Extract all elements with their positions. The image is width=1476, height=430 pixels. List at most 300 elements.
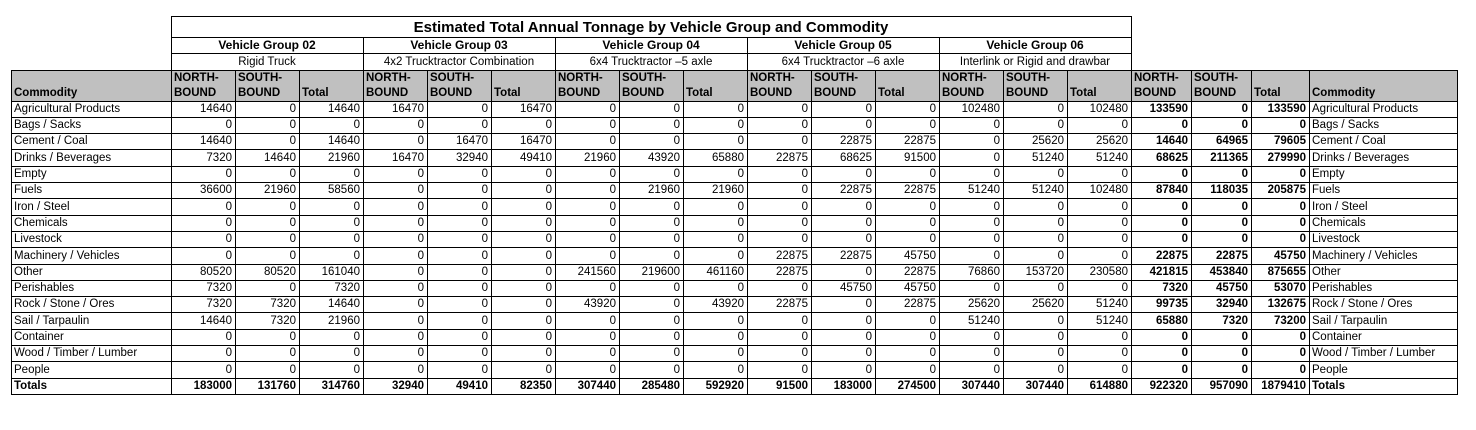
commodity-cell-right: Wood / Timber / Lumber [1310,346,1458,362]
value-cell: 0 [1068,362,1132,378]
value-cell: 0 [556,117,620,133]
value-cell: 421815 [1132,264,1192,280]
value-cell: 453840 [1192,264,1252,280]
table-row [12,134,1458,150]
value-cell: 0 [300,117,364,133]
table-row [12,215,1458,231]
north-header-line-2: BOUND [558,86,601,99]
commodity-cell: Drinks / Beverages [12,150,172,166]
value-cell: 0 [236,199,300,215]
value-cell: 0 [556,215,620,231]
commodity-cell-right: Container [1310,329,1458,345]
group-05-name: Vehicle Group 05 [748,38,940,54]
value-cell: 43920 [684,297,748,313]
commodity-cell: Iron / Steel [12,199,172,215]
commodity-cell: Cement / Coal [12,134,172,150]
commodity-cell-right: Machinery / Vehicles [1310,248,1458,264]
value-cell: 0 [684,117,748,133]
value-cell: 241560 [556,264,620,280]
value-cell: 153720 [1004,264,1068,280]
table-title: Estimated Total Annual Tonnage by Vehicle Group and Commodity [172,17,1132,38]
value-cell: 21960 [236,183,300,199]
value-cell: 0 [1004,231,1068,247]
value-cell: 132675 [1252,297,1310,313]
value-cell: 0 [1192,329,1252,345]
value-cell: 0 [620,329,684,345]
value-cell: 45750 [812,280,876,296]
value-cell: 0 [940,215,1004,231]
value-cell: 80520 [236,264,300,280]
value-cell: 0 [1132,117,1192,133]
table-row [12,264,1458,280]
value-cell: 0 [556,101,620,117]
value-cell: 0 [748,199,812,215]
total-header: Total [684,70,748,101]
value-cell: 0 [300,329,364,345]
value-cell: 0 [684,280,748,296]
value-cell: 16470 [364,101,428,117]
value-cell: 25620 [940,297,1004,313]
value-cell: 0 [1004,117,1068,133]
value-cell: 0 [876,313,940,329]
value-cell: 0 [236,215,300,231]
value-cell: 16470 [492,134,556,150]
value-cell: 51240 [1068,297,1132,313]
value-cell: 0 [1004,215,1068,231]
value-cell: 0 [620,346,684,362]
value-cell: 0 [172,215,236,231]
value-cell: 0 [620,101,684,117]
total-header: Total [876,70,940,101]
value-cell: 0 [300,362,364,378]
commodity-cell: Container [12,329,172,345]
value-cell: 0 [876,215,940,231]
group-03-desc: 4x2 Trucktractor Combination [364,54,556,70]
commodity-cell-right: People [1310,362,1458,378]
value-cell: 14640 [300,134,364,150]
value-cell: 87840 [1132,183,1192,199]
value-cell: 0 [300,346,364,362]
value-cell: 25620 [1004,297,1068,313]
total-header: Total [1252,70,1310,101]
value-cell: 614880 [1068,378,1132,394]
value-cell: 0 [428,183,492,199]
value-cell: 0 [684,346,748,362]
value-cell: 0 [1068,117,1132,133]
value-cell: 0 [940,166,1004,182]
value-cell: 0 [236,231,300,247]
value-cell: 0 [492,117,556,133]
value-cell: 307440 [1004,378,1068,394]
value-cell: 0 [492,313,556,329]
value-cell: 0 [172,231,236,247]
value-cell: 0 [940,248,1004,264]
value-cell: 0 [428,313,492,329]
total-header: Total [1068,70,1132,101]
value-cell: 7320 [172,297,236,313]
value-cell: 0 [1192,231,1252,247]
commodity-cell-right: Rock / Stone / Ores [1310,297,1458,313]
value-cell: 65880 [684,150,748,166]
value-cell: 0 [428,166,492,182]
commodity-cell: Chemicals [12,215,172,231]
value-cell: 0 [620,231,684,247]
value-cell: 0 [748,231,812,247]
value-cell: 0 [236,117,300,133]
commodity-cell: Empty [12,166,172,182]
value-cell: 0 [1004,362,1068,378]
value-cell: 0 [1252,166,1310,182]
value-cell: 7320 [1192,313,1252,329]
value-cell: 0 [236,362,300,378]
value-cell: 0 [812,231,876,247]
value-cell: 279990 [1252,150,1310,166]
commodity-cell: Sail / Tarpaulin [12,313,172,329]
value-cell: 79605 [1252,134,1310,150]
north-header-line-1: NORTH- [558,71,603,84]
value-cell: 0 [876,117,940,133]
value-cell: 51240 [1004,150,1068,166]
value-cell: 73200 [1252,313,1310,329]
south-header-line-1: SOUTH- [1194,71,1239,84]
commodity-cell: Bags / Sacks [12,117,172,133]
value-cell: 14640 [300,101,364,117]
value-cell: 0 [1252,329,1310,345]
value-cell: 0 [364,231,428,247]
value-cell: 0 [1192,346,1252,362]
value-cell: 43920 [556,297,620,313]
value-cell: 0 [1252,346,1310,362]
value-cell: 45750 [1192,280,1252,296]
value-cell: 0 [428,215,492,231]
value-cell: 0 [1004,248,1068,264]
south-header-line-1: SOUTH- [622,71,667,84]
value-cell: 0 [428,264,492,280]
commodity-cell: Fuels [12,183,172,199]
value-cell: 22875 [876,297,940,313]
value-cell: 53070 [1252,280,1310,296]
value-cell: 14640 [172,313,236,329]
value-cell: 91500 [748,378,812,394]
group-02-name: Vehicle Group 02 [172,38,364,54]
value-cell: 22875 [748,264,812,280]
group-05-desc: 6x4 Trucktractor –6 axle [748,54,940,70]
commodity-cell: Wood / Timber / Lumber [12,346,172,362]
northbound-header [172,70,236,101]
value-cell: 0 [364,248,428,264]
value-cell: 0 [1192,166,1252,182]
value-cell: 32940 [364,378,428,394]
value-cell: 0 [620,166,684,182]
commodity-cell-right: Totals [1310,378,1458,394]
value-cell: 0 [812,313,876,329]
value-cell: 0 [684,134,748,150]
commodity-cell-right: Perishables [1310,280,1458,296]
southbound-header [1192,70,1252,101]
commodity-cell: Livestock [12,231,172,247]
value-cell: 0 [620,297,684,313]
value-cell: 0 [748,101,812,117]
commodity-cell: Totals [12,378,172,394]
value-cell: 7320 [236,313,300,329]
value-cell: 0 [620,215,684,231]
value-cell: 0 [1132,362,1192,378]
value-cell: 0 [492,329,556,345]
value-cell: 45750 [876,248,940,264]
value-cell: 0 [940,329,1004,345]
southbound-header [1004,70,1068,101]
value-cell: 7320 [1132,280,1192,296]
commodity-cell: People [12,362,172,378]
commodity-cell-right: Iron / Steel [1310,199,1458,215]
value-cell: 133590 [1132,101,1192,117]
table-row [12,101,1458,117]
value-cell: 133590 [1252,101,1310,117]
value-cell: 0 [684,231,748,247]
value-cell: 0 [876,101,940,117]
value-cell: 0 [620,313,684,329]
value-cell: 0 [428,248,492,264]
north-header-line-1: NORTH- [174,71,219,84]
value-cell: 0 [940,362,1004,378]
value-cell: 7320 [300,280,364,296]
commodity-cell-right: Agricultural Products [1310,101,1458,117]
value-cell: 0 [1068,231,1132,247]
value-cell: 0 [364,346,428,362]
value-cell: 0 [812,199,876,215]
value-cell: 49410 [428,378,492,394]
value-cell: 14640 [1132,134,1192,150]
value-cell: 0 [492,183,556,199]
value-cell: 0 [364,134,428,150]
value-cell: 0 [364,297,428,313]
northbound-header [940,70,1004,101]
value-cell: 0 [1252,199,1310,215]
value-cell: 0 [1004,166,1068,182]
value-cell: 0 [812,329,876,345]
value-cell: 219600 [620,264,684,280]
south-header-line-1: SOUTH- [1006,71,1051,84]
value-cell: 307440 [556,378,620,394]
value-cell: 0 [940,150,1004,166]
value-cell: 43920 [620,150,684,166]
value-cell: 0 [940,134,1004,150]
value-cell: 0 [812,166,876,182]
north-header-line-2: BOUND [942,86,985,99]
value-cell: 0 [428,297,492,313]
north-header-line-2: BOUND [750,86,793,99]
table-row [12,248,1458,264]
value-cell: 0 [364,183,428,199]
value-cell: 0 [492,362,556,378]
value-cell: 0 [1004,280,1068,296]
group-03-name: Vehicle Group 03 [364,38,556,54]
value-cell: 0 [236,346,300,362]
value-cell: 76860 [940,264,1004,280]
value-cell: 51240 [940,313,1004,329]
value-cell: 0 [364,329,428,345]
south-header-line-2: BOUND [1006,86,1049,99]
south-header-line-1: SOUTH- [814,71,859,84]
value-cell: 16470 [428,134,492,150]
value-cell: 45750 [1252,248,1310,264]
north-header-line-1: NORTH- [750,71,795,84]
value-cell: 0 [1192,117,1252,133]
value-cell: 0 [492,280,556,296]
table-row [12,297,1458,313]
value-cell: 0 [1192,101,1252,117]
table-row [12,183,1458,199]
value-cell: 7320 [172,280,236,296]
value-cell: 32940 [1192,297,1252,313]
value-cell: 0 [172,248,236,264]
value-cell: 0 [556,134,620,150]
value-cell: 22875 [812,248,876,264]
northbound-header [556,70,620,101]
value-cell: 0 [300,166,364,182]
value-cell: 0 [556,231,620,247]
value-cell: 0 [1132,215,1192,231]
south-header-line-1: SOUTH- [238,71,283,84]
value-cell: 36600 [172,183,236,199]
value-cell: 0 [492,264,556,280]
commodity-cell: Rock / Stone / Ores [12,297,172,313]
value-cell: 205875 [1252,183,1310,199]
value-cell: 0 [364,313,428,329]
value-cell: 0 [1004,313,1068,329]
value-cell: 0 [364,280,428,296]
commodity-header-right: Commodity [1310,70,1458,101]
value-cell: 0 [1192,215,1252,231]
southbound-header [428,70,492,101]
value-cell: 183000 [172,378,236,394]
value-cell: 274500 [876,378,940,394]
value-cell: 22875 [1132,248,1192,264]
north-header-line-1: NORTH- [366,71,411,84]
value-cell: 0 [748,329,812,345]
value-cell: 0 [556,313,620,329]
value-cell: 7320 [172,150,236,166]
column-header-row [12,70,1458,101]
value-cell: 0 [556,248,620,264]
value-cell: 0 [492,248,556,264]
value-cell: 0 [940,280,1004,296]
value-cell: 285480 [620,378,684,394]
south-header-line-2: BOUND [1194,86,1237,99]
value-cell: 0 [812,297,876,313]
value-cell: 0 [1192,362,1252,378]
value-cell: 0 [1132,329,1192,345]
value-cell: 0 [364,362,428,378]
value-cell: 0 [1004,199,1068,215]
table-row [12,362,1458,378]
table-row [12,117,1458,133]
value-cell: 0 [556,199,620,215]
commodity-cell-right: Drinks / Beverages [1310,150,1458,166]
value-cell: 0 [492,199,556,215]
north-header-line-2: BOUND [366,86,409,99]
value-cell: 45750 [876,280,940,296]
value-cell: 22875 [876,264,940,280]
value-cell: 102480 [1068,183,1132,199]
value-cell: 0 [940,199,1004,215]
value-cell: 0 [748,215,812,231]
value-cell: 0 [428,329,492,345]
value-cell: 82350 [492,378,556,394]
commodity-cell-right: Empty [1310,166,1458,182]
value-cell: 592920 [684,378,748,394]
value-cell: 922320 [1132,378,1192,394]
value-cell: 0 [556,329,620,345]
south-header-line-2: BOUND [622,86,665,99]
value-cell: 68625 [1132,150,1192,166]
value-cell: 0 [236,134,300,150]
value-cell: 0 [748,166,812,182]
value-cell: 0 [1068,346,1132,362]
total-header: Total [300,70,364,101]
value-cell: 0 [428,280,492,296]
value-cell: 314760 [300,378,364,394]
group-02-desc: Rigid Truck [172,54,364,70]
commodity-cell-right: Cement / Coal [1310,134,1458,150]
group-06-name: Vehicle Group 06 [940,38,1132,54]
value-cell: 0 [1132,231,1192,247]
value-cell: 21960 [556,150,620,166]
table-row [12,199,1458,215]
value-cell: 22875 [876,183,940,199]
commodity-cell: Agricultural Products [12,101,172,117]
value-cell: 0 [236,101,300,117]
value-cell: 0 [876,199,940,215]
value-cell: 0 [876,231,940,247]
table-row [12,346,1458,362]
value-cell: 16470 [364,150,428,166]
south-header-line-1: SOUTH- [430,71,475,84]
value-cell: 0 [364,215,428,231]
value-cell: 22875 [812,183,876,199]
value-cell: 0 [812,101,876,117]
commodity-cell-right: Fuels [1310,183,1458,199]
value-cell: 0 [300,199,364,215]
total-header: Total [492,70,556,101]
value-cell: 0 [812,264,876,280]
value-cell: 875655 [1252,264,1310,280]
south-header-line-2: BOUND [814,86,857,99]
value-cell: 22875 [748,150,812,166]
value-cell: 22875 [748,248,812,264]
value-cell: 51240 [940,183,1004,199]
north-header-line-1: NORTH- [942,71,987,84]
value-cell: 1879410 [1252,378,1310,394]
value-cell: 0 [684,166,748,182]
north-header-line-2: BOUND [1134,86,1177,99]
value-cell: 230580 [1068,264,1132,280]
value-cell: 0 [684,215,748,231]
group-04-desc: 6x4 Trucktractor –5 axle [556,54,748,70]
value-cell: 0 [940,117,1004,133]
value-cell: 131760 [236,378,300,394]
commodity-cell-right: Bags / Sacks [1310,117,1458,133]
value-cell: 22875 [748,297,812,313]
northbound-header [748,70,812,101]
value-cell: 0 [812,215,876,231]
commodity-header: Commodity [12,70,172,101]
value-cell: 51240 [1068,313,1132,329]
value-cell: 0 [1132,166,1192,182]
value-cell: 49410 [492,150,556,166]
southbound-header [620,70,684,101]
value-cell: 0 [364,199,428,215]
